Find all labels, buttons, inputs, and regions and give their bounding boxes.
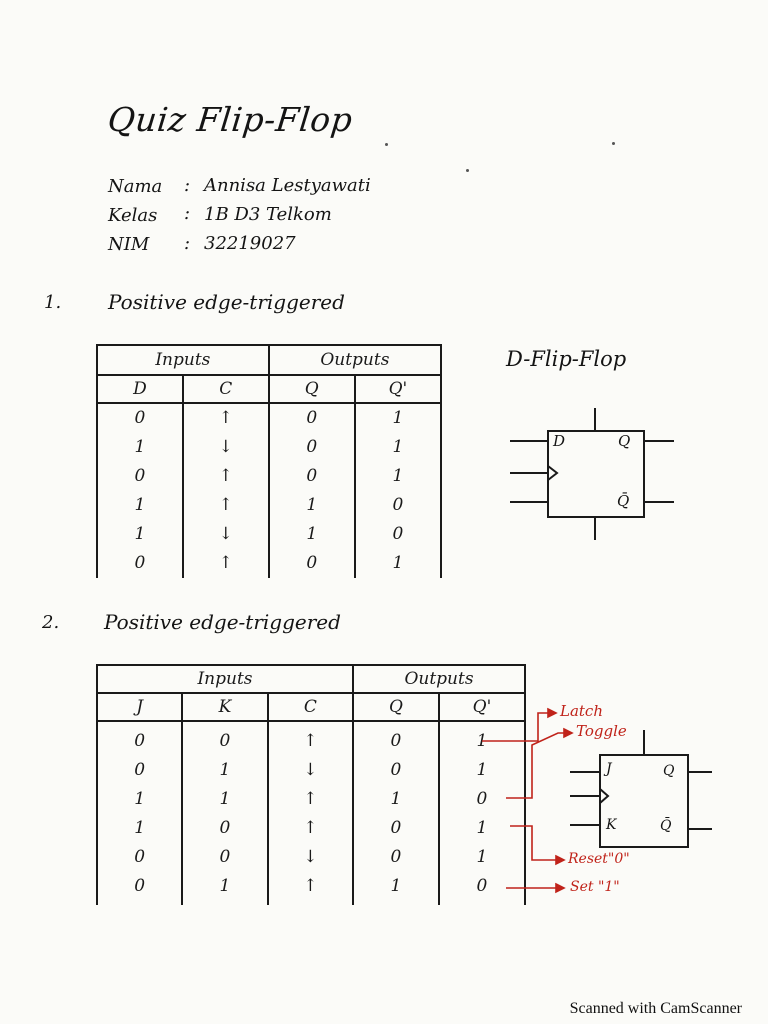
column-qprime <box>355 403 441 578</box>
class-colon: : <box>184 203 191 224</box>
cell: 0 <box>306 408 318 428</box>
nim-label: NIM <box>108 234 150 255</box>
table-body <box>97 403 441 578</box>
jk-flipflop-truth-table <box>96 664 526 905</box>
cell: ↑ <box>303 817 318 838</box>
cell: ↑ <box>218 495 233 515</box>
cell: ↑ <box>303 788 318 809</box>
set-annotation: Set "1" <box>570 879 620 895</box>
latch-annotation: Latch <box>560 702 603 720</box>
pin-qbar-label: Q̄ <box>660 818 672 834</box>
cell: 0 <box>134 408 146 428</box>
set-arrowhead <box>556 884 564 892</box>
cell: 1 <box>219 875 231 896</box>
d-flipflop-title: D-Flip-Flop <box>506 347 627 371</box>
cell: 0 <box>219 817 231 838</box>
page-title: Quiz Flip-Flop <box>105 100 355 139</box>
reset-connector <box>510 826 556 860</box>
name-value: Annisa Lestyawati <box>204 175 371 196</box>
toggle-connector <box>506 733 564 798</box>
cell: ↑ <box>303 875 318 896</box>
pin-j-label: J <box>606 761 612 777</box>
clock-triangle <box>548 466 557 480</box>
cell: ↑ <box>218 466 233 486</box>
class-label: Kelas <box>108 205 158 226</box>
cell: 0 <box>390 846 402 867</box>
cell: 1 <box>134 788 146 809</box>
cell: 1 <box>390 875 402 896</box>
column-d <box>97 403 183 578</box>
clock-triangle <box>600 789 608 803</box>
cell: 0 <box>306 466 318 486</box>
cell: 1 <box>306 495 318 515</box>
cell: 0 <box>134 466 146 486</box>
cell: 1 <box>392 466 404 486</box>
column-header-q: Q <box>269 375 355 403</box>
cell: 0 <box>392 495 404 515</box>
column-j <box>97 721 182 905</box>
toggle-annotation: Toggle <box>576 722 627 740</box>
nim-colon: : <box>184 233 191 254</box>
cell: 1 <box>392 408 404 428</box>
cell: ↓ <box>218 524 233 544</box>
scanner-watermark: Scanned with CamScanner <box>569 1000 742 1017</box>
cell: 1 <box>476 759 488 780</box>
d-flipflop-truth-table <box>96 344 442 578</box>
cell: 0 <box>392 524 404 544</box>
pin-qbar-label: Q̄ <box>617 492 630 510</box>
cell: 1 <box>390 788 402 809</box>
table-body <box>97 721 525 905</box>
reset-annotation: Reset"0" <box>568 851 630 867</box>
outputs-group-header: Outputs <box>353 665 525 693</box>
pin-q-label: Q <box>618 432 631 450</box>
flipflop-body <box>600 755 688 847</box>
cell: 1 <box>134 437 146 457</box>
column-q <box>269 403 355 578</box>
cell: 0 <box>476 875 488 896</box>
column-k <box>182 721 267 905</box>
d-flipflop-symbol <box>500 400 690 545</box>
column-header-q: Q <box>353 693 439 721</box>
cell: 1 <box>219 788 231 809</box>
column-c <box>268 721 353 905</box>
column-header-c: C <box>268 693 353 721</box>
column-c <box>183 403 269 578</box>
nim-value: 32219027 <box>204 233 296 254</box>
cell: ↑ <box>218 408 233 428</box>
reset-arrowhead <box>556 856 564 864</box>
scan-speck <box>612 142 615 145</box>
column-q <box>353 721 439 905</box>
cell: 1 <box>476 846 488 867</box>
cell: 0 <box>476 788 488 809</box>
scan-speck <box>466 169 469 172</box>
toggle-arrowhead <box>564 729 572 737</box>
cell: ↑ <box>303 730 318 751</box>
cell: 0 <box>134 846 146 867</box>
question-2-number: 2. <box>42 612 60 633</box>
cell: 0 <box>306 553 318 573</box>
cell: 1 <box>134 524 146 544</box>
pin-d-label: D <box>553 432 566 450</box>
question-2-heading: Positive edge-triggered <box>104 610 341 634</box>
cell: ↓ <box>303 846 318 867</box>
cell: 0 <box>134 730 146 751</box>
latch-connector <box>482 713 548 741</box>
column-header-qprime: Q' <box>439 693 525 721</box>
pin-k-label: K <box>606 817 617 833</box>
cell: 1 <box>476 730 488 751</box>
column-header-qprime: Q' <box>355 375 441 403</box>
name-label: Nama <box>108 176 163 197</box>
column-header-d: D <box>97 375 183 403</box>
cell: 1 <box>392 437 404 457</box>
cell: 1 <box>134 495 146 515</box>
inputs-group-header: Inputs <box>97 345 269 375</box>
cell: 1 <box>134 817 146 838</box>
class-value: 1B D3 Telkom <box>204 204 332 225</box>
cell: ↑ <box>218 553 233 573</box>
cell: 0 <box>134 875 146 896</box>
outputs-group-header: Outputs <box>269 345 441 375</box>
column-header-k: K <box>182 693 267 721</box>
cell: 0 <box>390 817 402 838</box>
question-1-number: 1. <box>44 292 62 313</box>
latch-arrowhead <box>548 709 556 717</box>
cell: 0 <box>306 437 318 457</box>
name-colon: : <box>184 175 191 196</box>
column-header-c: C <box>183 375 269 403</box>
column-header-j: J <box>97 693 182 721</box>
pin-q-label: Q <box>663 763 675 779</box>
scan-speck <box>385 143 388 146</box>
cell: 1 <box>306 524 318 544</box>
question-1-heading: Positive edge-triggered <box>108 290 345 314</box>
cell: 1 <box>476 817 488 838</box>
cell: ↓ <box>218 437 233 457</box>
cell: ↓ <box>303 759 318 780</box>
cell: 1 <box>219 759 231 780</box>
inputs-group-header: Inputs <box>97 665 353 693</box>
cell: 1 <box>392 553 404 573</box>
cell: 0 <box>390 730 402 751</box>
cell: 0 <box>134 553 146 573</box>
cell: 0 <box>219 846 231 867</box>
cell: 0 <box>390 759 402 780</box>
cell: 0 <box>134 759 146 780</box>
cell: 0 <box>219 730 231 751</box>
